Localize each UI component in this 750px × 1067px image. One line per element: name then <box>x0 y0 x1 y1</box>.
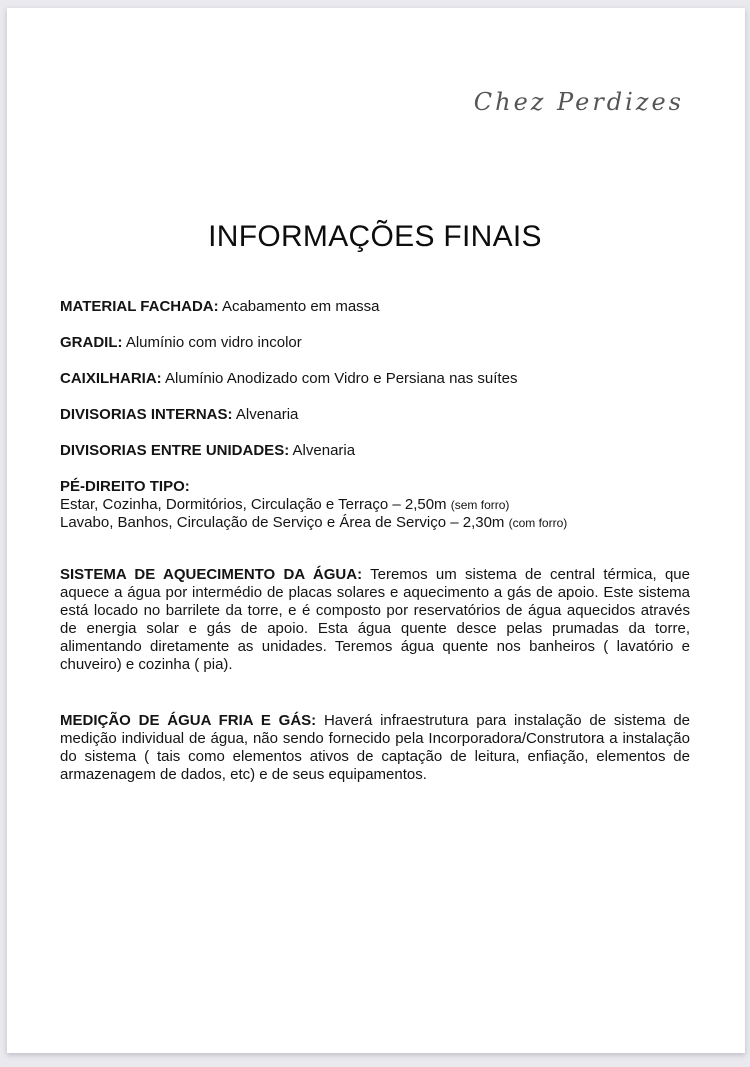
spec-label: GRADIL: <box>60 334 123 351</box>
paragraph-body: Teremos um sistema de central térmica, que aquece a água por intermédio de placas solares e aquecimento a gás de apoio. Este sistema está locado no barrilete da torre, e é composto por reservatórios de água aquecidos através de energia solar e gás de apoio. Esta água quente desce pelas prumadas da torre, alimentando diretamente as unidades. Teremos água quente nos banheiros ( lavatório e chuveiro) e cozinha ( pia). <box>60 566 690 673</box>
paragraph-body: Haverá infraestrutura para instalação de sistema de medição individual de água, não sendo fornecido pela Incorporadora/Construtora a instalação do sistema ( tais como elementos ativos de captação de leitura, enfiação, elementos de armazenagem de dados, etc) e de seus equipamentos. <box>60 712 691 783</box>
spec-label: MATERIAL FACHADA: <box>60 298 219 315</box>
spec-divisorias-internas <box>60 406 690 424</box>
spec-value: Alumínio Anodizado com Vidro e Persiana nas suítes <box>165 370 518 387</box>
spec-value: Alumínio com vidro incolor <box>125 334 302 351</box>
pe-direito-block <box>60 478 690 532</box>
pe-direito-line <box>60 514 690 532</box>
paragraph-label: MEDIÇÃO DE ÁGUA FRIA E GÁS: <box>60 712 317 729</box>
spec-label: CAIXILHARIA: <box>60 370 162 387</box>
spec-divisorias-entre-unidades <box>60 442 690 460</box>
spec-material-fachada <box>60 298 690 316</box>
paragraph-label: SISTEMA DE AQUECIMENTO DA ÁGUA: <box>60 566 363 583</box>
spec-caixilharia <box>60 370 690 388</box>
pe-direito-heading-label: PÉ-DIREITO TIPO: <box>60 478 190 495</box>
spec-value: Alvenaria <box>292 442 356 459</box>
page-title: INFORMAÇÕES FINAIS <box>208 220 542 253</box>
pe-direito-note: (com forro) <box>508 516 568 530</box>
spec-gradil <box>60 334 690 352</box>
spec-value: Acabamento em massa <box>221 298 380 315</box>
spec-label: DIVISORIAS ENTRE UNIDADES: <box>60 442 290 459</box>
document-page <box>7 8 745 1053</box>
pe-direito-text: Estar, Cozinha, Dormitórios, Circulação e Terraço – 2,50m <box>60 496 447 513</box>
spec-label: DIVISORIAS INTERNAS: <box>60 406 233 423</box>
pe-direito-note: (sem forro) <box>450 498 510 512</box>
brand-logo: Chez Perdizes <box>473 88 684 116</box>
paragraph-sistema-aquecimento <box>60 566 690 674</box>
pe-direito-text: Lavabo, Banhos, Circulação de Serviço e Área de Serviço – 2,30m <box>60 514 505 531</box>
page-content <box>7 8 745 784</box>
paragraph-medicao-agua-gas <box>60 712 690 784</box>
pe-direito-heading <box>60 478 690 496</box>
spec-value: Alvenaria <box>235 406 299 423</box>
pe-direito-line <box>60 496 690 514</box>
